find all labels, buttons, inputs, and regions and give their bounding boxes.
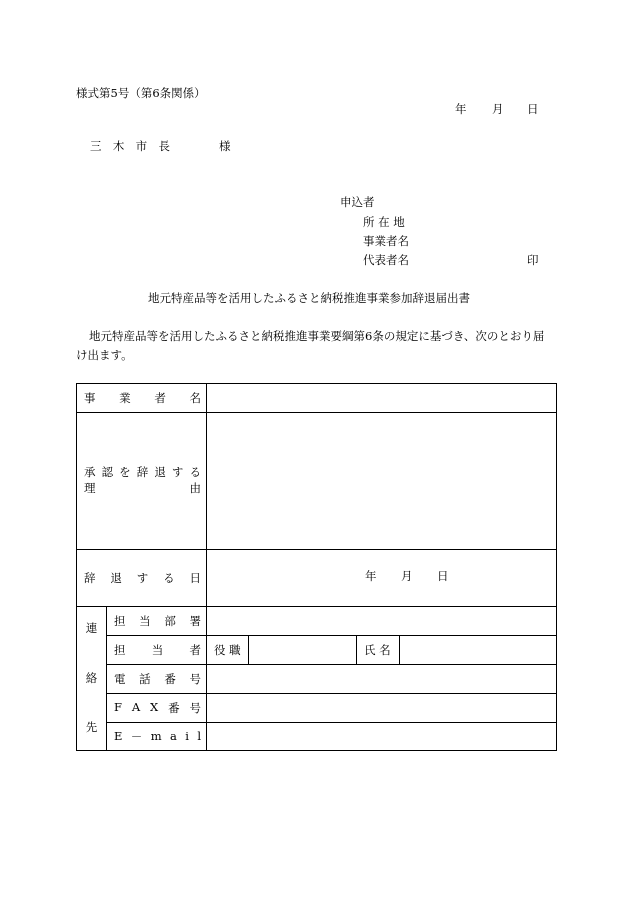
applicant-heading: 申込者 — [340, 195, 375, 209]
reason-input[interactable] — [207, 413, 557, 550]
fax-input[interactable] — [207, 694, 557, 723]
position-label-cell: 役 職 — [207, 636, 249, 665]
phone-label-cell: 電 話 番 号 — [107, 665, 207, 694]
withdraw-date-input[interactable] — [207, 550, 557, 607]
row-fax — [77, 694, 557, 723]
withdraw-date-label-cell: 辞 退 す る 日 — [77, 550, 207, 607]
reason-label-cell: 承 認 を 辞 退 す る 理 由 — [77, 413, 207, 550]
row-phone — [77, 665, 557, 694]
fax-label-cell: F A X 番 号 — [107, 694, 207, 723]
row-reason — [77, 413, 557, 550]
representative-label: 代表者名 — [363, 253, 409, 267]
business-name-label-cell: 事 業 者 名 — [77, 384, 207, 413]
position-input[interactable] — [249, 636, 357, 665]
form-number: 様式第5号（第6条関係） — [76, 86, 206, 100]
business-name-label: 事業者名 — [363, 234, 409, 248]
addressee-title: 三 木 市 長 — [90, 139, 170, 153]
seal-mark: 印 — [527, 253, 539, 267]
email-label-cell: E － m a i l — [107, 723, 207, 751]
email-input[interactable] — [207, 723, 557, 751]
withdraw-day-label: 日 — [437, 569, 449, 583]
name-label-cell: 氏 名 — [357, 636, 400, 665]
location-label: 所 在 地 — [363, 215, 405, 229]
withdrawal-form-table — [76, 383, 557, 751]
contact-group-label: 連 絡 先 — [77, 607, 107, 751]
document-title: 地元特産品等を活用したふるさと納税推進事業参加辞退届出書 — [148, 291, 470, 305]
person-in-charge-label-cell: 担 当 者 — [107, 636, 207, 665]
addressee-honorific: 様 — [219, 139, 231, 153]
name-input[interactable] — [400, 636, 557, 665]
date-year-label: 年 — [455, 102, 467, 116]
row-department — [77, 607, 557, 636]
business-name-input[interactable] — [207, 384, 557, 413]
body-line-2: け出ます。 — [76, 348, 133, 362]
row-email — [77, 723, 557, 751]
phone-input[interactable] — [207, 665, 557, 694]
department-input[interactable] — [207, 607, 557, 636]
withdraw-month-label: 月 — [401, 569, 413, 583]
row-person-in-charge — [77, 636, 557, 665]
withdraw-year-label: 年 — [365, 569, 377, 583]
body-line-1: 地元特産品等を活用したふるさと納税推進事業要綱第6条の規定に基づき、次のとおり届 — [89, 329, 545, 343]
row-withdraw-date — [77, 550, 557, 607]
date-day-label: 日 — [527, 102, 539, 116]
row-business-name — [77, 384, 557, 413]
department-label-cell: 担 当 部 署 — [107, 607, 207, 636]
date-month-label: 月 — [492, 102, 504, 116]
